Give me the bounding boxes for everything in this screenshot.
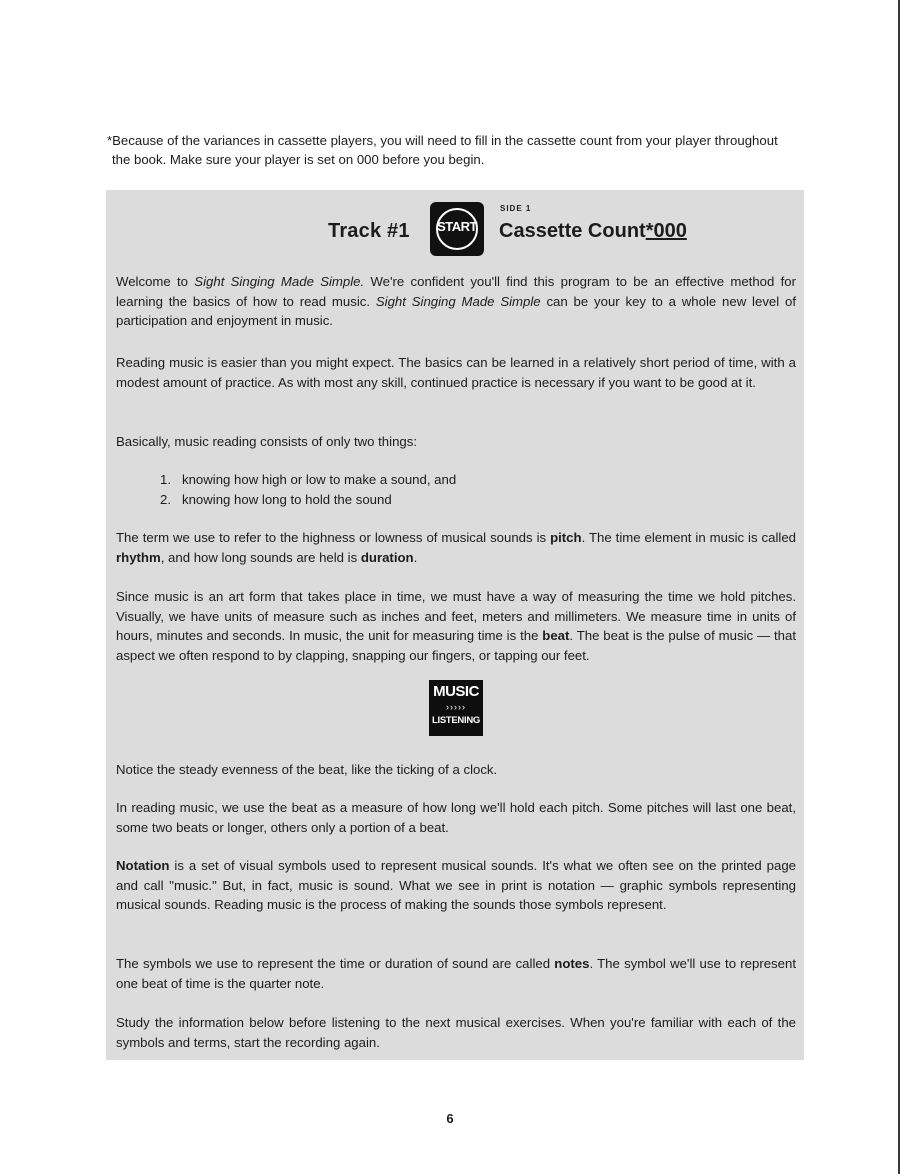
start-icon [430, 202, 484, 256]
term-notation: Notation [116, 858, 170, 873]
paragraph-reading-music: Reading music is easier than you might expect. The basics can be learned in a relatively short period of time, with a modest amount of practice. As with most any skill, continued practice is necessary if you want to be good at it. [116, 355, 796, 390]
list-number: 2. [160, 492, 171, 507]
paragraph-study: Study the information below before listening to the next musical exercises. When you're familiar with each of the symbols and terms, start the recording again. [116, 1015, 796, 1050]
text-run: . The time element in music is called [581, 530, 796, 545]
text-run: can be your key to a whole new level of participation and enjoyment in music. [116, 293, 796, 329]
side-label: SIDE 1 [500, 204, 532, 213]
paragraph-measure: In reading music, we use the beat as a measure of how long we'll hold each pitch. Some pitches will last one beat, some two beats or longer, others only a portion of a beat. [116, 800, 796, 835]
list-text: knowing how long to hold the sound [182, 492, 392, 507]
paragraph-steady-beat: Notice the steady evenness of the beat, like the ticking of a clock. [116, 762, 498, 777]
list-item [160, 490, 392, 510]
track-header [106, 190, 804, 260]
music-icon-bottom: LISTENING [432, 715, 480, 726]
text-run: is a set of visual symbols used to represent musical sounds. It's what we often see on the printed page and call "music." But, in fact, music is sound. What we see in print is notation — graphic symbols representing musical sounds. Reading music is the process of making the sounds those symbols represent. [116, 858, 796, 913]
text-run: Welcome to [116, 274, 195, 289]
track-title: Track #1 [328, 220, 410, 242]
paragraph-pitch [116, 528, 796, 567]
text-run: Since music is an art form that takes place in time, we must have a way of measuring the time we hold pitches. Visually, we have units of measure such as inches and feet, meters and millimeters. We measure time in units of hours, minutes and seconds. In music, the unit for measuring time is the [116, 589, 796, 644]
book-title: Sight Singing Made Simple [375, 293, 541, 309]
term-beat: beat [542, 628, 570, 644]
music-listening-icon [429, 680, 483, 736]
music-icon-arrows: ››››› [446, 702, 466, 712]
music-icon-top: MUSIC [433, 683, 479, 700]
page-number: 6 [446, 1111, 454, 1126]
text-run: . The symbol we'll use to represent one beat of time is the quarter note. [116, 956, 796, 991]
term-duration: duration [360, 549, 414, 565]
book-title: Sight Singing Made Simple. [194, 274, 365, 289]
cassette-count [499, 220, 687, 243]
list-number: 1. [160, 472, 171, 487]
start-badge-label: START [437, 219, 477, 234]
term-pitch: pitch [550, 530, 582, 545]
text-run: . [413, 549, 418, 565]
content-panel [106, 190, 804, 1060]
text-run: The term we use to refer to the highness or lowness of musical sounds is [116, 530, 551, 545]
term-notes: notes [554, 956, 590, 971]
text-run: The symbols we use to represent the time or duration of sound are called [116, 956, 555, 971]
paragraph-notes [116, 954, 796, 993]
paragraph-welcome [116, 272, 796, 331]
text-run: , and how long sounds are held is [160, 549, 361, 565]
text-run: We're confident you'll find this program to be an effective method for learning the basics of how to read music. [116, 274, 797, 309]
list-text: knowing how high or low to make a sound, and [182, 472, 457, 487]
paragraph-notation [116, 856, 796, 915]
cassette-footnote: *Because of the variances in cassette players, you will need to fill in the cassette count from your player throughout the book. Make sure your player is set on 000 before you begin. [107, 133, 778, 167]
paragraph-basically: Basically, music reading consists of only two things: [116, 434, 417, 449]
cassette-count-label: Cassette Count [499, 220, 646, 242]
cassette-count-value: *000 [645, 220, 687, 242]
list-item [160, 470, 456, 490]
paragraph-beat [116, 587, 796, 665]
text-run: . The beat is the pulse of music — that aspect we often respond to by clapping, snapping our fingers, or tapping our feet. [116, 628, 797, 663]
term-rhythm: rhythm [116, 549, 161, 565]
